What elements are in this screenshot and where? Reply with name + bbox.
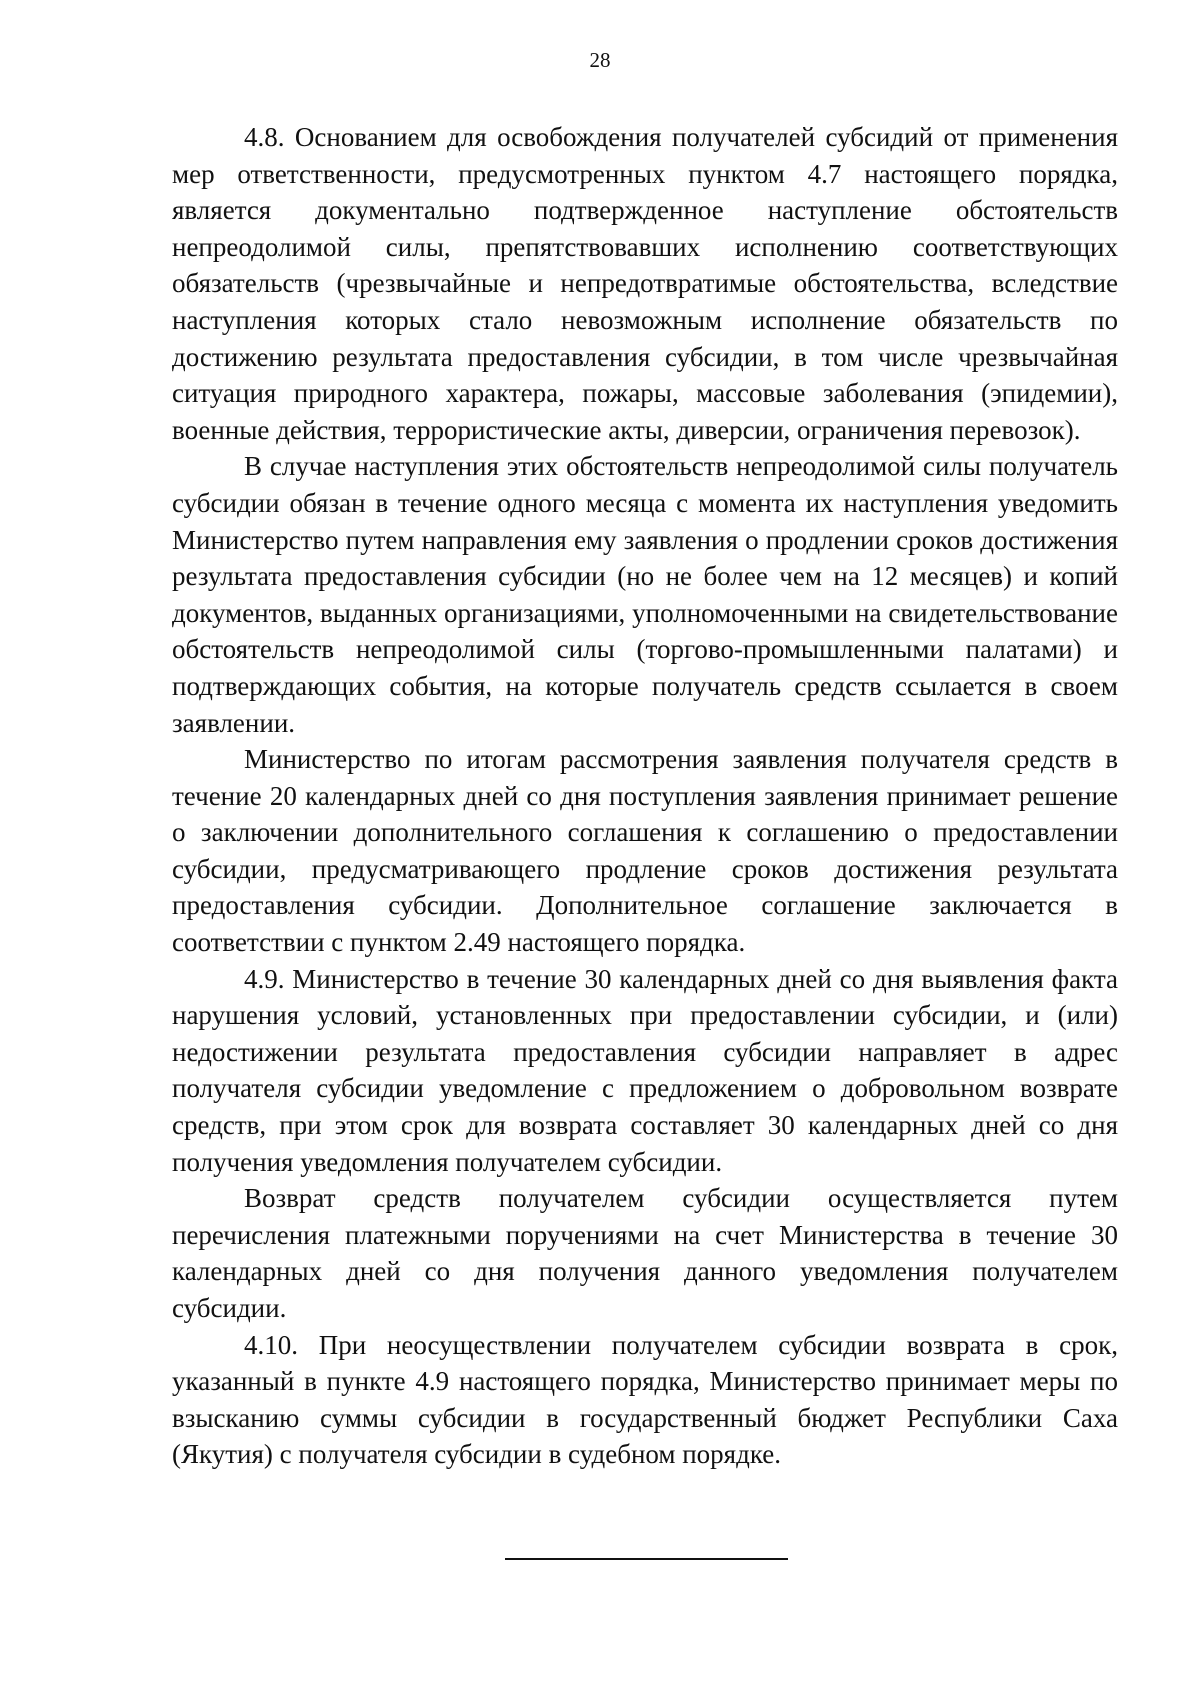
closing-divider-line [505, 1558, 788, 1560]
paragraph-refund-procedure: Возврат средств получателем субсидии осуществляется путем перечисления платежными поручениями на счет Министерства в течение 30 календарных дней со дня получения данного уведомления получателем субсидии. [172, 1183, 1118, 1323]
paragraph-4-10: 4.10. При неосуществлении получателем субсидии возврата в срок, указанный в пункте 4.9 настоящего порядка, Министерство принимает меры по взысканию суммы субсидии в государственный бюджет Республики Саха (Якутия) с получателя субсидии в судебном порядке. [172, 1329, 1118, 1470]
paragraph-force-majeure-notice: В случае наступления этих обстоятельств непреодолимой силы получатель субсидии обязан в течение одного месяца с момента их наступления уведомить Министерство путем направления ему заявления о продлении сроков достижения результата предоставления субсидии (но не более чем на 12 месяцев) и копий документов, выданных организациями, уполномоченными на свидетельствование обстоятельств непреодолимой силы (торгово-промышленными палатами) и подтверждающих события, на которые получатель средств ссылается в своем заявлении. [172, 451, 1118, 738]
document-body [172, 119, 1118, 1473]
paragraph-4-8: 4.8. Основанием для освобождения получателей субсидий от применения мер ответственности, предусмотренных пунктом 4.7 настоящего порядка, является документально подтвержденное наступление обстоятельств непреодолимой силы, препятствовавших исполнению соответствующих обязательств (чрезвычайные и непредотвратимые обстоятельства, вследствие наступления которых стало невозможным исполнение обязательств по достижению результата предоставления субсидии, в том числе чрезвычайная ситуация природного характера, пожары, массовые заболевания (эпидемии), военные действия, террористические акты, диверсии, ограничения перевозок). [172, 122, 1118, 445]
paragraph-4-9: 4.9. Министерство в течение 30 календарных дней со дня выявления факта нарушения условий, установленных при предоставлении субсидии, и (или) недостижении результата предоставления субсидии направляет в адрес получателя субсидии уведомление с предложением о добровольном возврате средств, при этом срок для возврата составляет 30 календарных дней со дня получения уведомления получателем субсидии. [172, 963, 1118, 1177]
paragraph-ministry-decision: Министерство по итогам рассмотрения заявления получателя средств в течение 20 календарных дней со дня поступления заявления принимает решение о заключении дополнительного соглашения к соглашению о предоставлении субсидии, предусматривающего продление сроков достижения результата предоставления субсидии. Дополнительное соглашение заключается в соответствии с пунктом 2.49 настоящего порядка. [172, 744, 1118, 958]
page-number: 28 [589, 48, 611, 72]
